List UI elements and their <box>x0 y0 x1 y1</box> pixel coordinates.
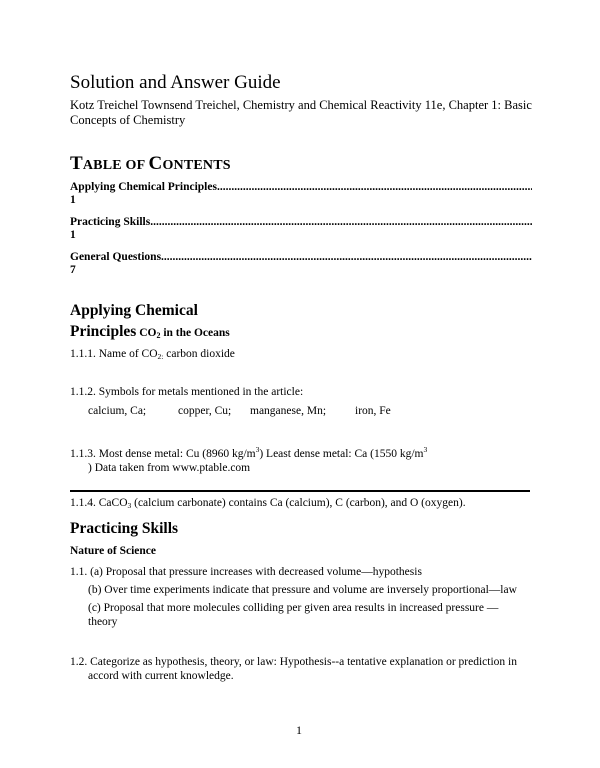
subsection-heading-nature-of-science: Nature of Science <box>70 545 157 557</box>
section-heading-applying: Applying Chemical <box>70 302 198 319</box>
section-subheading: $CO_2$ in the Oceans <box>136 327 230 340</box>
metal-manganese: manganese, Mn; <box>250 405 327 417</box>
toc-entry-page: 7 <box>70 264 76 276</box>
toc-entry-applying[interactable] <box>70 181 532 207</box>
item-1-1-3: 1.1.3. Most dense metal: Cu (8960 $kg/m^3$) Least dense metal: Ca (1550 $kg/m^3$ ) Data taken from www.ptable.com <box>70 445 428 474</box>
question-1-1-c: (c) Proposal that more molecules colliding per given area results in increased pressure — theory <box>88 602 499 628</box>
section-divider <box>70 490 530 492</box>
question-1-1-a: 1.1. (a) Proposal that pressure increases with decreased volume—hypothesis <box>70 566 422 578</box>
section-heading-practicing: Practicing Skills <box>70 520 179 537</box>
question-1-2: 1.2. Categorize as hypothesis, theory, or law: Hypothesis--a tentative explanation or prediction in accord with current knowledge. <box>70 656 517 682</box>
toc-entry-practicing[interactable] <box>70 216 532 242</box>
toc-entry-label: Practicing Skills <box>70 216 151 228</box>
toc-entry-general[interactable] <box>70 251 532 277</box>
toc-entry-label: Applying Chemical Principles <box>70 181 217 193</box>
section-heading-applying-line2: Principles $CO_2$ in the Oceans <box>70 323 230 340</box>
toc-heading: TABLE OF CONTENTS <box>70 153 231 174</box>
toc-leader <box>217 181 532 194</box>
question-1-1-b: (b) Over time experiments indicate that pressure and volume are inversely proportional—law <box>88 584 517 596</box>
toc-entry-page: 1 <box>70 229 76 241</box>
document-subtitle: Kotz Treichel Townsend Treichel, Chemistry and Chemical Reactivity 11e, Chapter 1: Basic Concepts of Chemistry <box>70 98 532 127</box>
item-1-1-1: 1.1.1. Name of $CO_{2:}$ carbon dioxide <box>70 348 235 361</box>
metal-calcium: calcium, Ca; <box>88 405 147 417</box>
toc-leader <box>150 216 532 229</box>
metal-copper: copper, Cu; <box>178 405 232 417</box>
toc-entry-label: General Questions <box>70 251 162 263</box>
toc-leader <box>161 251 532 264</box>
metal-iron: iron, Fe <box>355 405 391 417</box>
item-1-1-4: 1.1.4. CaCO$_3$ (calcium carbonate) contains Ca (calcium), C (carbon), and O (oxygen). <box>70 497 466 510</box>
metals-list <box>88 405 391 417</box>
item-1-1-2: 1.1.2. Symbols for metals mentioned in the article: <box>70 386 304 398</box>
page-number: 1 <box>296 723 302 737</box>
toc-entry-page: 1 <box>70 194 76 206</box>
document-title: Solution and Answer Guide <box>70 72 281 93</box>
